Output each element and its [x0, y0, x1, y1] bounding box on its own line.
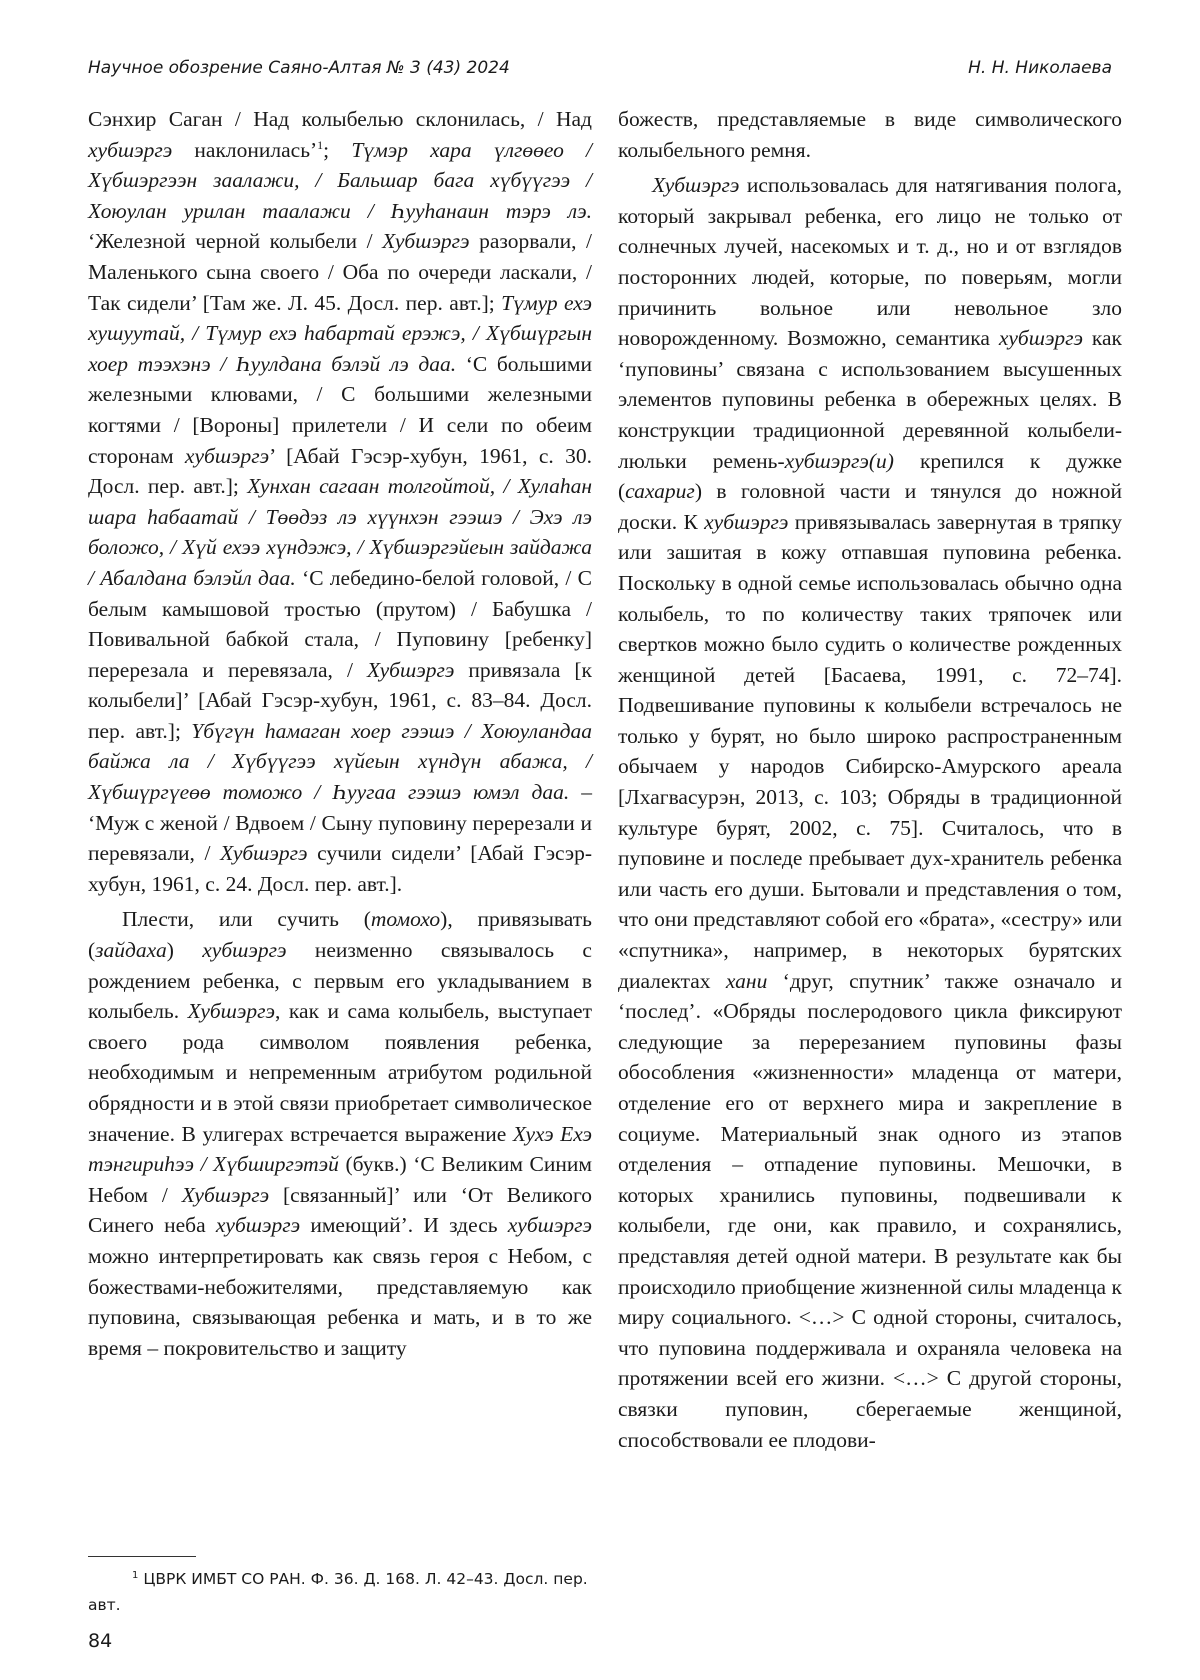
text-run: Сэнхир Саган / Над колыбелью склонилась, / Над — [88, 107, 592, 131]
text-run: , как и сама колыбель, выступает своего рода символом появления ребенка, необходимым и непременным атрибутом родильной обрядности и в этой связи приобретает символическое значение. В улигерах встречается выражение — [88, 999, 592, 1146]
footnote — [88, 1566, 592, 1618]
italic-run: хубшэргэ — [704, 509, 789, 534]
italic-run: Түмэр хара үлгөөео / Хүбшэргээн заалажи, / Бальшар бага хүбүүгээ / Хоюулан урилан таалажи / Һууһанаин тэрэ лэ. — [88, 137, 592, 223]
italic-run: хани — [725, 968, 768, 993]
italic-run: томохо — [370, 907, 441, 932]
left-column — [88, 104, 592, 1363]
text-run: (букв.) ‘С Великим Синим Небом / — [88, 1152, 592, 1207]
text-run: ; — [323, 137, 352, 162]
text-run: – ‘Муж с женой / Вдвоем / Сыну пуповину перерезали и перевязали, / — [88, 780, 592, 866]
italic-run: хубшэргэ — [998, 326, 1084, 351]
italic-run: хубшэргэ — [202, 938, 287, 963]
paragraph — [88, 904, 592, 1363]
running-header — [88, 58, 1112, 88]
italic-run: Хубшэргэ — [181, 1182, 270, 1207]
text-run: как ‘пуповины’ связана с использованием высушенных элементов пуповины ребенка в обережных целях. В конструкции традиционной деревянной колыбели-люльки ремень- — [618, 326, 1123, 473]
text-run: ‘С лебедино-белой головой, / С белым камышовой тростью (прутом) / Бабушка / Повивальной бабкой стала, / Пуповину [ребенку] перерезала и перевязала, / — [88, 565, 592, 682]
paragraph — [88, 104, 592, 899]
italic-run: Хубшэргэ — [366, 657, 455, 682]
page-number: 84 — [88, 1630, 113, 1652]
italic-run: хубшэргэ — [507, 1213, 592, 1238]
text-run: божеств, представляемые в виде символического колыбельного ремня. — [618, 107, 1122, 162]
text-run: можно интерпретировать как связь героя с Небом, с божествами-небожителями, представляемую как пуповина, связывающая ребенка и мать, и в то же время – покровительство и защиту — [88, 1243, 592, 1360]
italic-run: Түмур ехэ хушуутай, / Түмур ехэ һабартай ерэжэ, / Хүбшүргын хоер тээхэнэ / Һуулдана бэлэй лэ даа. — [88, 290, 593, 376]
footnote-ref: 1 — [317, 137, 324, 152]
text-run: Плести, или сучить ( — [122, 907, 371, 932]
author-name: Н. Н. Николаева — [968, 58, 1112, 78]
paragraph — [618, 170, 1122, 1455]
italic-run: сахариг — [625, 479, 695, 504]
text-run: крепился к дужке ( — [618, 448, 1122, 504]
italic-run: Хубшэргэ — [220, 841, 308, 866]
paragraph — [618, 104, 1122, 165]
italic-run: Хубшэргэ — [187, 999, 276, 1024]
footnote-divider — [88, 1556, 196, 1557]
italic-run: хубшэргэ(и) — [784, 448, 894, 473]
text-run: ) в головной части и тянулся до ножной доски. К — [618, 479, 1122, 534]
italic-run: хубшэргэ — [88, 137, 173, 162]
text-run: ‘друг, спутник’ также означало и ‘послед’. «Обряды послеродового цикла фиксируют следующие за перерезанием пуповины фазы обособления «жизненности» младенца от матери, отделение его от верхнего мира и закрепление в социуме. Материальный знак одного из этапов отделения – отпадение пуповины. Мешочки, в которых хранились пуповины, подвешивали к колыбели, где они, как правило, и сохранялись, представляя детей одной матери. В результате как бы происходило приобщение жизненной силы младенца к миру социального. <…> С одной стороны, считалось, что пуповина поддерживала и охраняла человека на протяжении всей его жизни. <…> С другой стороны, связки пуповин, сберегаемые женщиной, способствовали ее плодови- — [618, 968, 1122, 1452]
text-run: ‘Железной черной колыбели / — [88, 229, 383, 254]
text-run: ), привязывать ( — [88, 907, 592, 963]
text-run: [связанный]’ или ‘От Великого Синего неба — [88, 1182, 592, 1238]
italic-run: Хубшэргэ — [652, 173, 740, 198]
text-run: сучили сидели’ [Абай Гэсэр-хубун, 1961, с. 24. Досл. пер. авт.]. — [88, 841, 592, 896]
text-run: имеющий’. И здесь — [300, 1213, 508, 1238]
text-run: привязала [к колыбели]’ [Абай Гэсэр-хубун, 1961, с. 83–84. Досл. пер. авт.]; — [88, 657, 592, 743]
text-run: наклонилась’ — [172, 137, 318, 162]
italic-run: хубшэргэ — [184, 443, 270, 468]
text-run: привязывалась завернутая в тряпку или зашитая в кожу отпавшая пуповина ребенка. Поскольку в одной семье использовалась обычно одна колыбель, то по количеству таких тряпочек или свертков можно было судить о количестве рожденных женщиной детей [Басаева, 1991, с. 72–74]. Подвешивание пуповины к колыбели встречалось не только у бурят, но было широко распространенным обычаем у народов Сибирско-Амурского ареала [Лхагвасурэн, 2013, с. 103; Обряды в традиционной культуре бурят, 2002, с. 75]. Считалось, что в пуповине и последе пребывает дух-хранитель ребенка или часть его души. Бытовали и представления о том, что они представляют собой его «брата», «сестру» или «спутника», например, в некоторых бурятских диалектах — [618, 509, 1122, 993]
text-run: разорвали, / Маленького сына своего / Оба по очереди ласкали, / Так сидели’ [Там же. Л. 45. Досл. пер. авт.]; — [88, 229, 592, 315]
text-run: ’ [Абай Гэсэр-хубун, 1961, с. 30. Досл. пер. авт.]; — [88, 443, 593, 499]
italic-run: хубшэргэ — [215, 1213, 301, 1238]
italic-run: зайдаха — [95, 938, 167, 963]
text-run: использовалась для натягивания полога, который закрывал ребенка, его лицо не только от солнечных лучей, насекомых и т. д., но и от взглядов посторонних людей, которые, по поверьям, могли причинить вольное или невольное зло новорожденному. Возможно, семантика — [618, 173, 1122, 351]
footnote-mark: 1 — [132, 1569, 139, 1581]
text-run: неизменно связывалось с рождением ребенка, с первым его укладыванием в колыбель. — [88, 938, 592, 1024]
text-run: ) — [166, 938, 203, 963]
italic-run: Хухэ Ехэ тэнгириһээ / Хүбширгэтэй — [88, 1121, 593, 1177]
italic-run: Үбүгүн һамаган хоер гээшэ / Хоюуландаа байжа ла / Хүбүүгээ хүйеын хүндүн абажа, / Хүбшүргүеөө томожо / Һуугаа гээшэ юмэл даа. — [88, 718, 592, 805]
right-column — [618, 104, 1122, 1455]
italic-run: Хубшэргэ — [382, 229, 470, 254]
journal-title: Научное обозрение Саяно-Алтая № 3 (43) 2024 — [88, 58, 510, 78]
footnote-text: ЦВРК ИМБТ СО РАН. Ф. 36. Д. 168. Л. 42–43. Досл. пер. авт. — [88, 1570, 588, 1614]
text-run: ‘С большими железными клювами, / С большими железными когтями / [Вороны] прилетели / И сели по обеим сторонам — [88, 351, 592, 468]
italic-run: Хунхан сагаан толгойтой, / Хулаһан шара һабаатай / Төөдэз лэ хүүнхэн гээшэ / Эхэ лэ боложо, / Хүй ехээ хүндэжэ, / Хүбшэргэйеын зайдажа / Абалдана бэлэйл даа. — [88, 474, 592, 590]
